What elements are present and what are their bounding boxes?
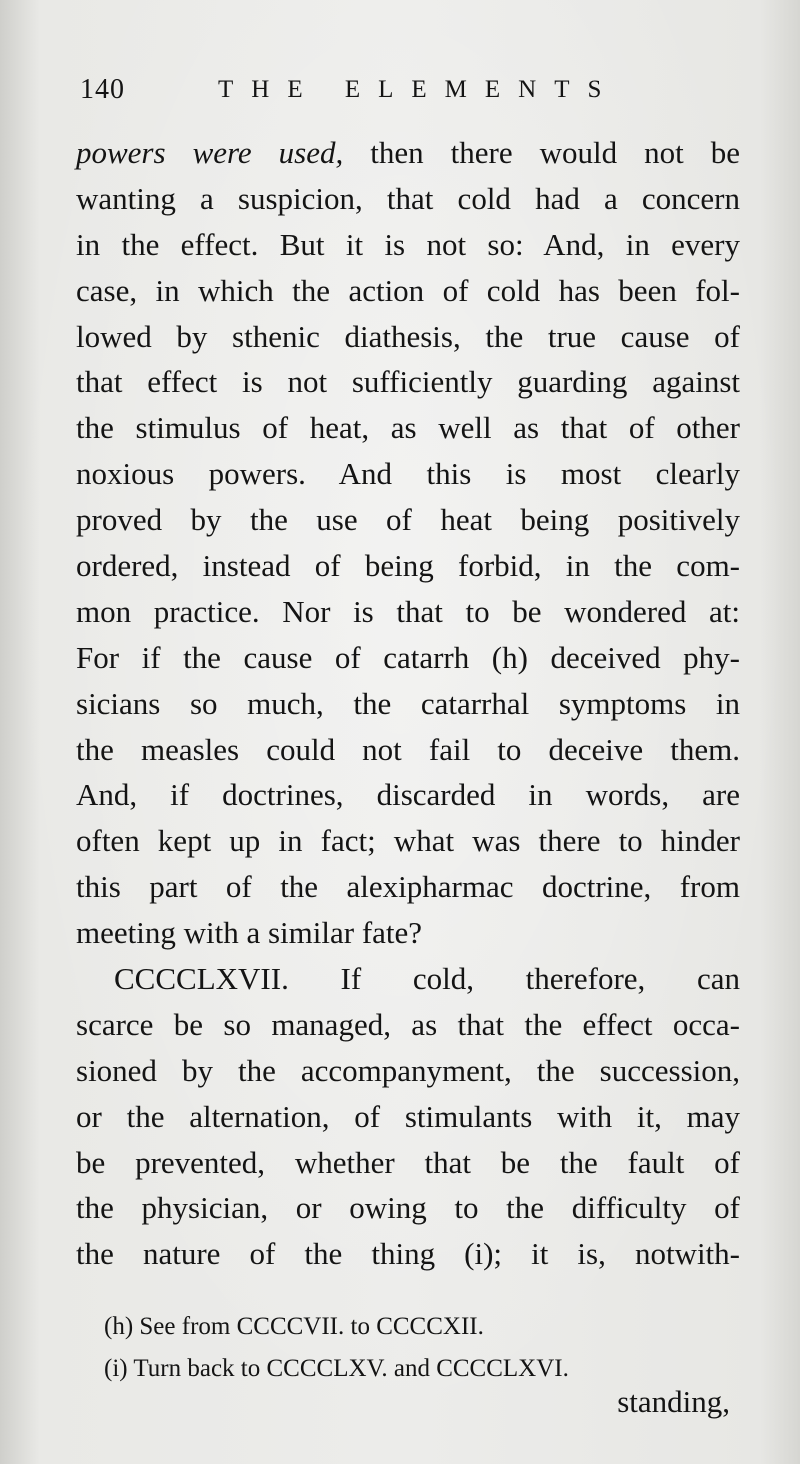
text-line: scarce be so managed, as that the effect occa-	[76, 1006, 740, 1042]
footnotes	[104, 1306, 740, 1390]
text-line-rest: then there would not be	[343, 135, 740, 170]
text-line	[76, 130, 740, 176]
text-line: proved by the use of heat being positively	[76, 502, 740, 538]
text-line: in the effect. But it is not so: And, in every	[76, 226, 740, 262]
text-line: the physician, or owing to the difficulty of	[76, 1190, 740, 1226]
text-line: be prevented, whether that be the fault of	[76, 1144, 740, 1180]
text-line: the stimulus of heat, as well as that of other	[76, 410, 740, 446]
text-line: sioned by the accompanyment, the succession,	[76, 1052, 740, 1088]
running-title: THE ELEMENTS	[218, 76, 620, 103]
text-line: For if the cause of catarrh (h) deceived phy-	[76, 639, 740, 675]
text-line: that effect is not sufficiently guarding against	[76, 364, 740, 400]
catchword: standing,	[617, 1384, 730, 1419]
text-line: this part of the alexipharmac doctrine, from	[76, 869, 740, 905]
footnote: (h) See from CCCCVII. to CCCCXII.	[104, 1313, 484, 1340]
text-line: mon practice. Nor is that to be wondered at:	[76, 593, 740, 629]
text-line: the measles could not fail to deceive them.	[76, 731, 740, 767]
text-line: sicians so much, the catarrhal symptoms in	[76, 685, 740, 721]
text-line: or the alternation, of stimulants with it, may	[76, 1098, 740, 1134]
section-heading-line: CCCCLXVII. If cold, therefore, can	[114, 961, 740, 997]
text-line: wanting a suspicion, that cold had a concern	[76, 180, 740, 216]
text-line: meeting with a similar fate?	[76, 915, 423, 951]
text-line: the nature of the thing (i); it is, notwith-	[76, 1236, 740, 1272]
text-line: noxious powers. And this is most clearly	[76, 456, 740, 492]
footnote: (i) Turn back to CCCCLXV. and CCCCLXVI.	[104, 1355, 569, 1382]
page-number: 140	[80, 74, 125, 105]
text-line: case, in which the action of cold has been fol-	[76, 272, 740, 308]
italic-phrase: powers were used,	[76, 135, 344, 170]
text-line: ordered, instead of being forbid, in the com-	[76, 548, 740, 584]
body-text	[76, 130, 740, 1277]
page-header	[80, 70, 740, 110]
text-line: And, if doctrines, discarded in words, are	[76, 777, 740, 813]
text-line: lowed by sthenic diathesis, the true cause of	[76, 318, 740, 354]
text-line: often kept up in fact; what was there to hinder	[76, 823, 740, 859]
